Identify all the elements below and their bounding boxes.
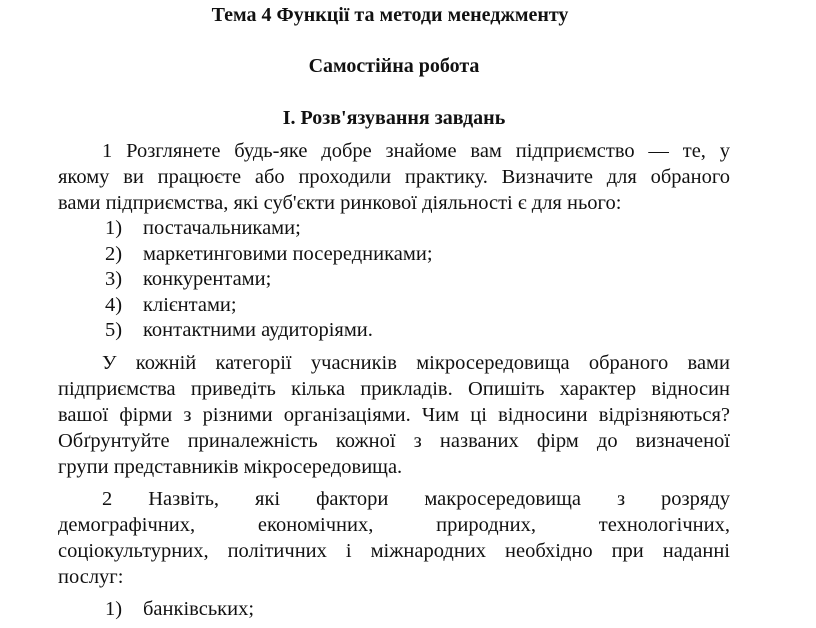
task-1-line: 1 Розглянете будь-яке добре знайоме вам підприємство — те, у [102, 140, 730, 162]
list-item [105, 242, 433, 268]
list-item-number: 5) [105, 319, 123, 341]
followup-line: У кожній категорії учасників мікросередовища обраного вами [102, 352, 730, 374]
task-1-paragraph [58, 138, 730, 216]
task-2-line: послуг: [58, 566, 124, 588]
task-2-line: демографічних, економічних, природних, технологічних, [58, 514, 730, 536]
task-2-line: соціокультурних, політичних і міжнародних необхідно при наданні [58, 540, 730, 562]
task-2-paragraph [58, 486, 730, 590]
list-item-text: банківських; [143, 598, 255, 620]
section-title: І. Розв'язування завдань [282, 107, 506, 129]
followup-line: вашої фірми з різними організаціями. Чим ці відносини відрізняються? [58, 404, 730, 426]
task-1-followup-paragraph [58, 350, 730, 480]
followup-line: групи представників мікросередовища. [58, 456, 403, 478]
task-1-line: вами підприємства, які суб'єкти ринкової діяльності є для нього: [58, 192, 622, 214]
followup-line: Обґрунтуйте приналежність кожної з названих фірм до визначеної [58, 430, 730, 452]
list-item-number: 3) [105, 268, 123, 290]
work-type-title: Самостійна робота [308, 55, 480, 77]
list-item-text: постачальниками; [143, 217, 301, 239]
list-item [105, 267, 433, 293]
list-item-text: контактними аудиторіями. [143, 319, 373, 341]
list-item [105, 318, 433, 344]
list-item-text: маркетинговими посередниками; [143, 242, 433, 265]
list-item [105, 597, 254, 623]
topic-title: Тема 4 Функції та методи менеджменту [211, 4, 569, 26]
followup-line: підприємства приведіть кілька прикладів. Опишіть характер відносин [58, 378, 730, 400]
list-item-text: клієнтами; [143, 293, 237, 316]
task-2-line: 2 Назвіть, які фактори макросередовища з розряду [102, 488, 730, 510]
list-item-number: 4) [105, 293, 123, 316]
task-1-line: якому ви працюєте або проходили практику. Визначите для обраного [58, 166, 730, 188]
list-item-number: 1) [105, 217, 123, 239]
task-2-list [105, 597, 254, 623]
list-item-number: 2) [105, 242, 123, 265]
list-item [105, 293, 433, 319]
list-item-number: 1) [105, 598, 123, 620]
list-item-text: конкурентами; [143, 268, 272, 290]
task-1-list [105, 216, 433, 344]
list-item [105, 216, 433, 242]
